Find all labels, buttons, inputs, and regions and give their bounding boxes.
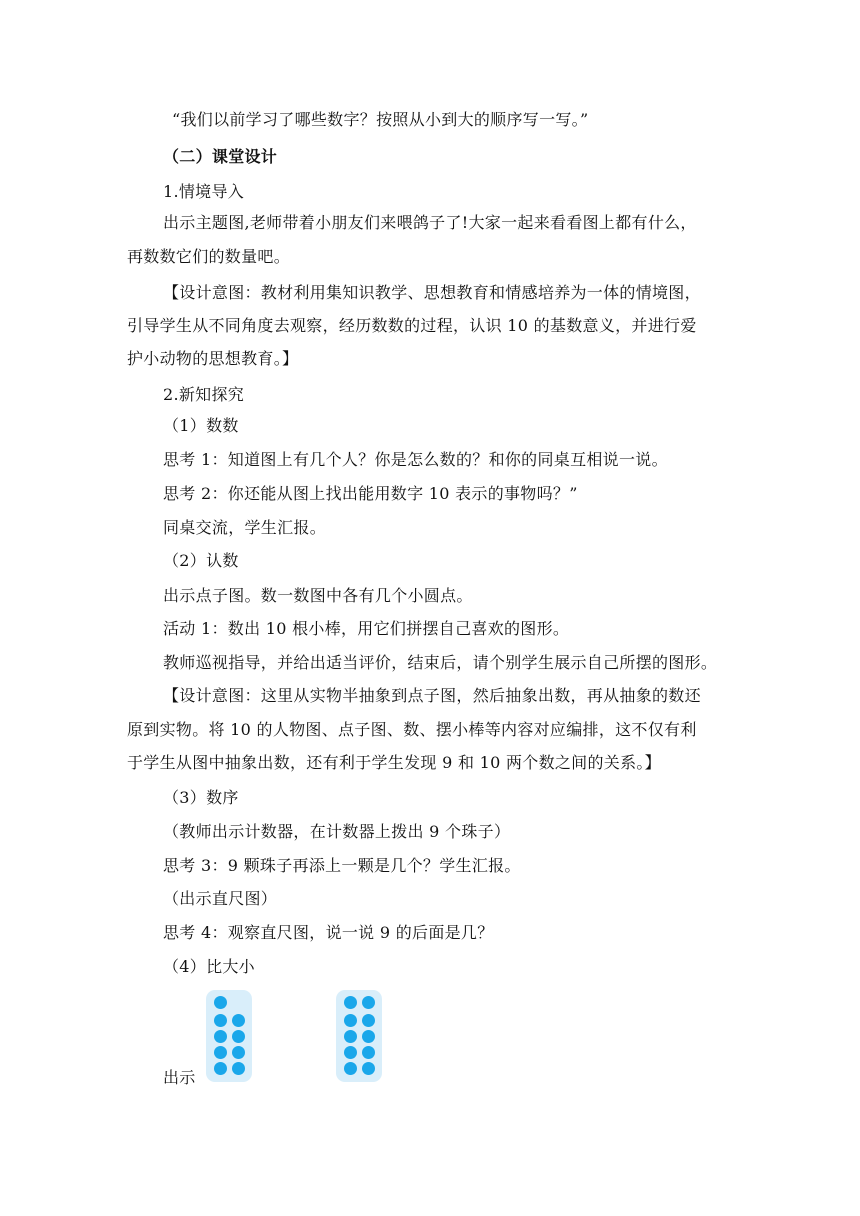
paragraph-line: 出示点子图。数一数图中各有几个小圆点。 xyxy=(163,586,473,605)
paragraph-line: （教师出示计数器，在计数器上拨出 9 个珠子） xyxy=(163,822,511,841)
intro-quote: “我们以前学习了哪些数字？按照从小到大的顺序写一写。” xyxy=(172,110,589,129)
dot xyxy=(214,1030,227,1043)
paragraph-line: 出示 xyxy=(163,1068,196,1087)
subheading-new-knowledge: 2.新知探究 xyxy=(163,385,245,404)
subheading-recognizing-numbers: （2）认数 xyxy=(163,551,239,570)
paragraph-line: 思考 1：知道图上有几个人？你是怎么数的？和你的同桌互相说一说。 xyxy=(163,450,668,469)
dot xyxy=(344,1030,357,1043)
dot xyxy=(362,1030,375,1043)
dot xyxy=(362,1062,375,1075)
dot xyxy=(214,996,227,1009)
paragraph-line: 同桌交流，学生汇报。 xyxy=(163,518,327,537)
dot xyxy=(214,1014,227,1027)
subheading-counting: （1）数数 xyxy=(163,416,239,435)
dot xyxy=(214,1046,227,1059)
dot xyxy=(362,1014,375,1027)
dot xyxy=(362,1046,375,1059)
design-intent-line: 引导学生从不同角度去观察，经历数数的过程，认识 10 的基数意义，并进行爱 xyxy=(127,316,697,335)
section-heading-classroom-design: （二）课堂设计 xyxy=(163,147,278,166)
subheading-compare-size: （4）比大小 xyxy=(163,957,255,976)
dot xyxy=(232,1014,245,1027)
nine-dots-card xyxy=(206,990,252,1082)
design-intent-line: 【设计意图：教材利用集知识教学、思想教育和情感培养为一体的情境图， xyxy=(163,283,701,302)
paragraph-line: （出示直尺图） xyxy=(163,889,278,908)
subheading-number-order: （3）数序 xyxy=(163,788,239,807)
paragraph-line: 思考 4：观察直尺图，说一说 9 的后面是几？ xyxy=(163,923,494,942)
subheading-scene-intro: 1.情境导入 xyxy=(163,182,245,201)
paragraph-line: 出示主题图,老师带着小朋友们来喂鸽子了!大家一起来看看图上都有什么， xyxy=(163,213,697,232)
dot xyxy=(214,1062,227,1075)
dot xyxy=(362,996,375,1009)
dot xyxy=(344,996,357,1009)
dot xyxy=(344,1046,357,1059)
design-intent-line: 【设计意图：这里从实物半抽象到点子图，然后抽象出数，再从抽象的数还 xyxy=(163,686,701,705)
paragraph-line: 再数数它们的数量吧。 xyxy=(127,247,291,266)
dot xyxy=(232,1046,245,1059)
paragraph-line: 活动 1：数出 10 根小棒，用它们拼摆自己喜欢的图形。 xyxy=(163,619,570,638)
paragraph-line: 思考 3：9 颗珠子再添上一颗是几个？学生汇报。 xyxy=(163,856,521,875)
dot xyxy=(344,1014,357,1027)
design-intent-line: 原到实物。将 10 的人物图、点子图、数、摆小棒等内容对应编排，这不仅有利 xyxy=(127,720,697,739)
design-intent-line: 于学生从图中抽象出数，还有利于学生发现 9 和 10 两个数之间的关系。】 xyxy=(127,753,661,772)
paragraph-line: 思考 2：你还能从图上找出能用数字 10 表示的事物吗？” xyxy=(163,484,578,503)
dot xyxy=(232,1030,245,1043)
dot xyxy=(232,1062,245,1075)
ten-dots-card xyxy=(336,990,382,1082)
design-intent-line: 护小动物的思想教育。】 xyxy=(127,349,299,368)
paragraph-line: 教师巡视指导，并给出适当评价，结束后，请个别学生展示自己所摆的图形。 xyxy=(163,653,718,672)
dot xyxy=(344,1062,357,1075)
